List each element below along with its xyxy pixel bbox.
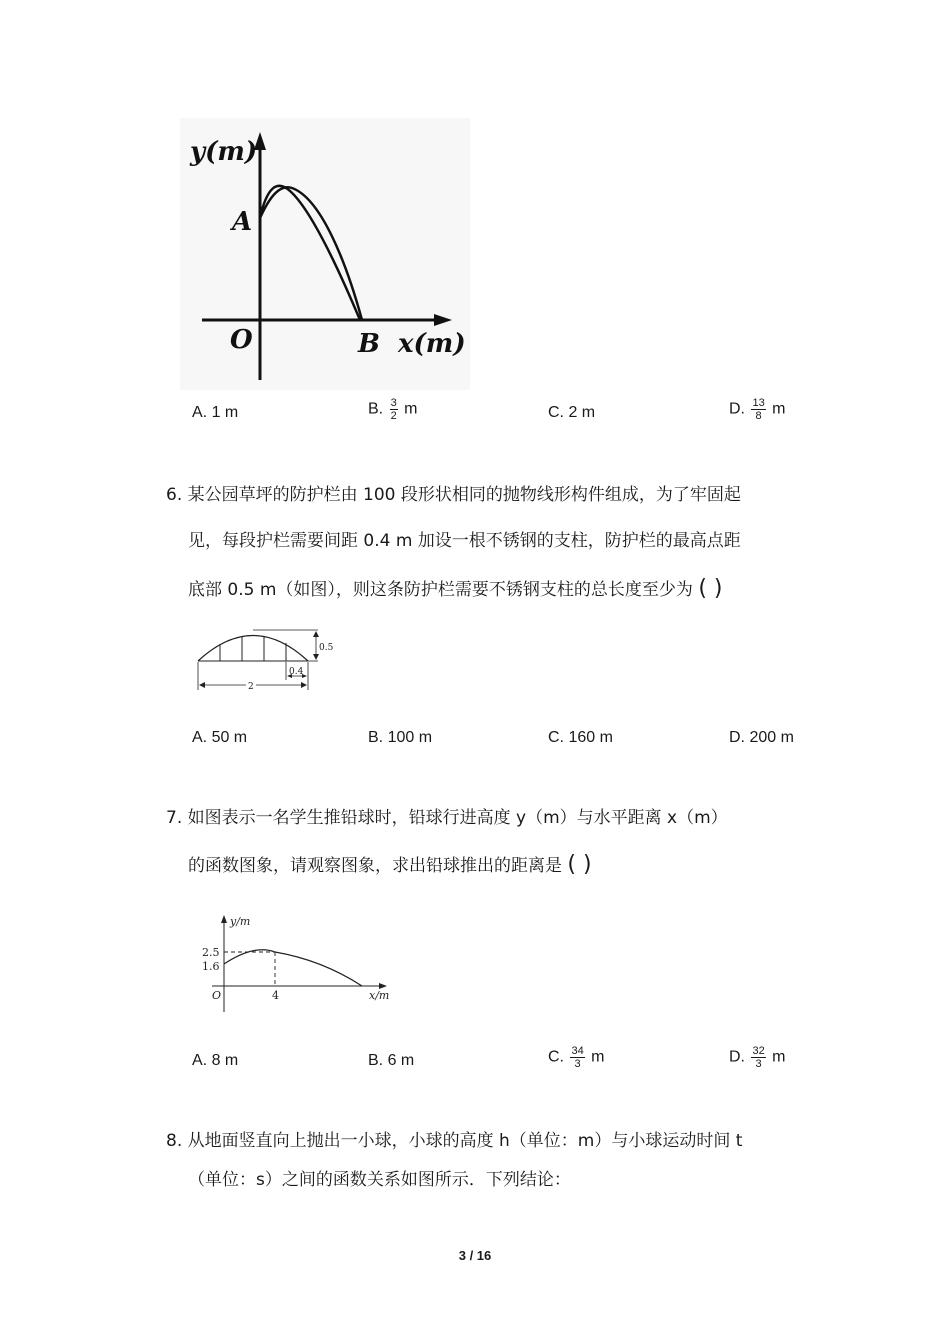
q6-option-c[interactable]: C. 160 m — [548, 729, 613, 746]
q6-option-d[interactable]: D. 200 m — [729, 729, 794, 746]
trajectory-curve-smooth — [260, 187, 362, 320]
q5-option-d-unit: m — [772, 400, 786, 418]
q7-line-1: 7. 如图表示一名学生推铅球时，铅球行进高度 y（m）与水平距离 x（m） — [166, 808, 728, 828]
q7-option-d-prefix: D. — [729, 1048, 745, 1066]
q6-line-2: 见，每段护栏需要间距 0.4 m 加设一根不锈钢的支柱，防护栏的最高点距 — [188, 531, 741, 551]
x-tick-4: 4 — [272, 989, 279, 1002]
figure-fence — [190, 624, 350, 696]
y-tick-1-6: 1.6 — [202, 960, 220, 973]
trajectory-curve — [260, 186, 360, 320]
q8-line-2: （单位：s）之间的函数关系如图所示．下列结论： — [188, 1170, 571, 1190]
q8-line-1: 8. 从地面竖直向上抛出一小球，小球的高度 h（单位：m）与小球运动时间 t — [166, 1131, 743, 1151]
q5-option-d-prefix: D. — [729, 400, 745, 418]
fence-diagram — [190, 624, 350, 696]
fraction-numerator: 3 — [390, 397, 397, 409]
fraction-denominator: 3 — [755, 1058, 762, 1070]
q6-option-a[interactable]: A. 50 m — [192, 729, 248, 746]
fraction-denominator: 2 — [390, 410, 397, 422]
q5-option-b-fraction — [390, 397, 398, 422]
fraction-denominator: 3 — [574, 1058, 581, 1070]
q7-option-d-unit: m — [772, 1048, 786, 1066]
q7-option-a[interactable]: A. 8 m — [192, 1052, 239, 1069]
q5-option-d[interactable] — [729, 397, 785, 422]
fence-arc — [198, 636, 308, 662]
q5-option-b[interactable] — [368, 397, 417, 422]
point-b-label: B — [358, 329, 380, 359]
width-label: 2 — [248, 682, 254, 692]
origin-label: O — [230, 325, 253, 355]
y-axis-label: y/m — [230, 915, 251, 928]
trajectory-graph — [180, 118, 470, 390]
q6-line-3-text: 底部 0.5 m（如图），则这条防护栏需要不锈钢支柱的总长度至少为 — [188, 580, 693, 600]
shotput-graph — [192, 908, 402, 1018]
q6-line-3 — [188, 566, 722, 613]
y-tick-2-5: 2.5 — [202, 946, 220, 959]
q7-option-c-fraction — [570, 1045, 584, 1070]
gap-label: 0.4 — [289, 667, 304, 677]
point-a-label: A — [232, 207, 253, 237]
q5-option-a-text: A. 1 m — [192, 404, 239, 421]
figure-shotput — [192, 908, 402, 1018]
q7-answer-paren: ( ) — [567, 852, 592, 877]
shotput-curve — [224, 950, 362, 986]
q5-option-d-fraction — [751, 397, 765, 422]
fraction-numerator: 34 — [571, 1045, 584, 1057]
q5-option-b-prefix: B. — [368, 400, 384, 418]
q6-option-b[interactable]: B. 100 m — [368, 729, 433, 746]
fraction-numerator: 32 — [752, 1045, 765, 1057]
q5-option-b-unit: m — [404, 400, 418, 418]
figure-trajectory — [180, 118, 470, 390]
q7-option-c-prefix: C. — [548, 1048, 564, 1066]
q6-answer-paren: ( ) — [698, 576, 723, 601]
y-axis-label: y(m) — [190, 137, 258, 167]
arrowhead — [199, 682, 205, 688]
q7-option-d[interactable] — [729, 1045, 785, 1070]
arrowhead — [301, 682, 307, 688]
q6-line-1: 6. 某公园草坪的防护栏由 100 段形状相同的抛物线形构件组成，为了牢固起 — [166, 485, 741, 505]
fraction-numerator: 13 — [752, 397, 765, 409]
y-axis-arrow — [221, 915, 227, 923]
q7-option-c-unit: m — [591, 1048, 605, 1066]
height-label: 0.5 — [319, 643, 334, 653]
x-axis-label: x/m — [369, 989, 390, 1002]
origin-label: O — [212, 989, 222, 1002]
x-axis-label: x(m) — [398, 329, 466, 359]
q5-option-a[interactable] — [192, 404, 238, 422]
arrowhead — [313, 654, 319, 660]
q7-option-c[interactable] — [548, 1045, 604, 1070]
q7-line-2-text: 的函数图象，请观察图象，求出铅球推出的距离是 — [188, 856, 562, 876]
arrowhead — [313, 631, 319, 637]
q7-line-2 — [188, 842, 592, 889]
q7-option-b[interactable]: B. 6 m — [368, 1052, 415, 1069]
q5-option-c[interactable] — [548, 404, 595, 422]
q7-option-d-fraction — [751, 1045, 765, 1070]
fraction-denominator: 8 — [755, 410, 762, 422]
x-axis-arrow — [434, 314, 452, 326]
page-number: 3 / 16 — [458, 1248, 492, 1263]
q5-option-c-text: C. 2 m — [548, 404, 596, 421]
